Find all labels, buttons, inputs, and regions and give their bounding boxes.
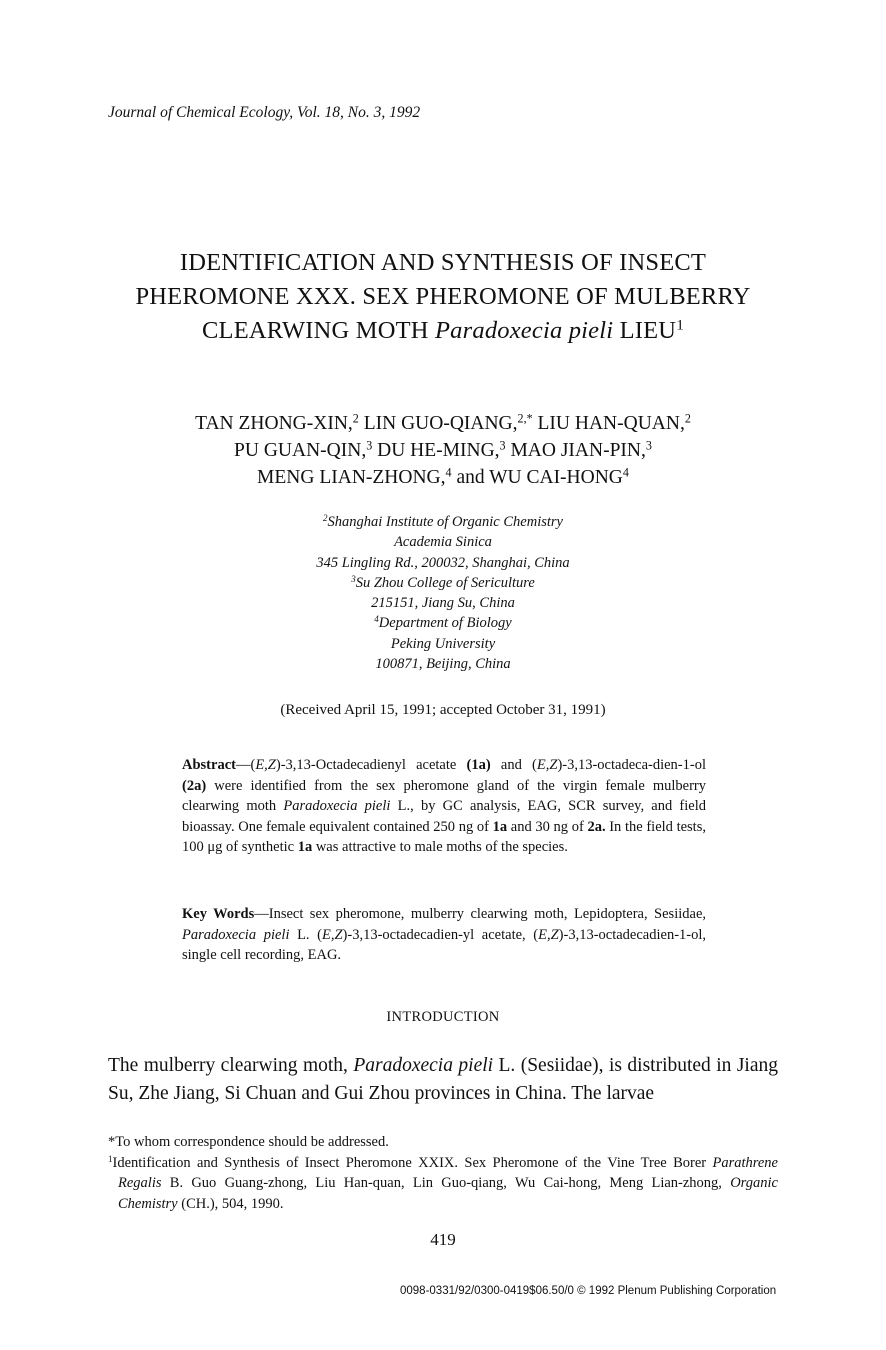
author: PU GUAN-QIN, [234, 440, 367, 461]
author-affil-ref: 2 [684, 411, 691, 426]
copyright-line: 0098-0331/92/0300-0419$06.50/0 © 1992 Plenum Publishing Corporation [400, 1285, 777, 1297]
introduction-paragraph [108, 1052, 778, 1108]
keywords-text: )-3,13-octadecadien-1-ol, single cell recording, EAG. [182, 926, 706, 964]
abstract-text: In the field tests, 100 μg of synthetic [182, 818, 706, 856]
title-line-3 [0, 314, 886, 348]
body-text: The mulberry clearwing moth, [108, 1055, 354, 1076]
affiliation-line: Academia Sinica [394, 534, 492, 551]
footnote-correspondence: *To whom correspondence should be addressed. [108, 1134, 389, 1150]
footnote-marker: 1 [108, 1153, 113, 1164]
body-text: L. (Sesiidae), is distributed in Jiang Su, Zhe Jiang, Si Chuan and Gui Zhou provinces in China. The larvae [108, 1055, 778, 1104]
author-line-1 [0, 410, 886, 437]
abstract-text: )-3,13-octadeca-dien-1-ol [557, 757, 706, 773]
affiliation-line: 345 Lingling Rd., 200032, Shanghai, China [316, 554, 570, 571]
title-species: Paradoxecia pieli [435, 317, 614, 344]
keywords-species: Paradoxecia pieli [182, 926, 290, 943]
affiliations [0, 512, 886, 674]
footnote-text: B. Guo Guang-zhong, Liu Han-quan, Lin Guo-qiang, Wu Cai-hong, Meng Lian-zhong, [161, 1175, 731, 1191]
section-heading-introduction: INTRODUCTION [386, 1009, 500, 1025]
author-affil-ref: 3 [499, 438, 506, 453]
author: TAN ZHONG-XIN, [195, 413, 353, 434]
footnote-species: Parathrene Regalis [118, 1154, 778, 1191]
author-list [0, 410, 886, 491]
author-line-3 [0, 464, 886, 491]
keywords-label: Key Words [182, 906, 255, 922]
author: DU HE-MING, [372, 440, 500, 461]
footnote-text: Identification and Synthesis of Insect Pheromone XXIX. Sex Pheromone of the Vine Tree Borer [112, 1154, 713, 1171]
title-line-1: IDENTIFICATION AND SYNTHESIS OF INSECT [179, 249, 707, 276]
affiliation-marker: 2 [323, 513, 328, 524]
affiliation-line [0, 613, 886, 633]
author-affil-ref: 2 [352, 411, 359, 426]
affiliation-text: Department of Biology [378, 615, 512, 632]
keywords-stereo: E,Z [322, 926, 343, 943]
abstract-text: L., by GC analysis, EAG, SCR survey, and field bioassay. One female equivalent contained 250 ng of [182, 798, 706, 835]
abstract-stereo: E,Z [536, 757, 558, 773]
abstract-text: were identified from the sex pheromone gland of the virgin female mulberry clearwing moth [182, 777, 706, 815]
footnote-journal: Organic Chemistry [118, 1175, 778, 1212]
keywords-stereo: E,Z [538, 926, 559, 943]
abstract-text: and ( [490, 757, 537, 773]
affiliation-line [0, 512, 886, 532]
page-number: 419 [430, 1230, 456, 1249]
title-footnote-ref: 1 [676, 316, 684, 334]
compound-label: 1a [297, 839, 313, 856]
footnote-1 [108, 1153, 778, 1215]
abstract-species: Paradoxecia pieli [283, 798, 391, 815]
abstract-text: ( [250, 757, 256, 773]
affiliation-text: Shanghai Institute of Organic Chemistry [327, 514, 563, 530]
journal-citation: Journal of Chemical Ecology, Vol. 18, No. 3, 1992 [108, 104, 421, 121]
abstract-text: and 30 ng of [507, 818, 588, 835]
compound-label: 1a [492, 818, 508, 835]
author-line-2 [0, 437, 886, 464]
title-line-3-post: LIEU [613, 317, 677, 344]
affiliation-marker: 4 [374, 614, 379, 625]
author-affil-ref: 3 [366, 438, 373, 453]
author: MAO JIAN-PIN, [505, 440, 646, 461]
title-line-2: PHEROMONE XXX. SEX PHEROMONE OF MULBERRY [135, 283, 751, 310]
author: LIN GUO-QIANG, [358, 413, 518, 434]
keywords-dash: — [254, 906, 269, 922]
keywords-text: Insect sex pheromone, mulberry clearwing moth, Lepidoptera, Sesiidae, [268, 906, 706, 922]
abstract-dash: — [235, 757, 251, 773]
affiliation-line: Peking University [390, 635, 496, 652]
body-species: Paradoxecia pieli [353, 1055, 494, 1076]
compound-label: (2a) [182, 777, 207, 794]
compound-label: 2a. [587, 818, 606, 835]
article-title [0, 246, 886, 348]
keywords-text: L. ( [289, 926, 322, 943]
compound-label: (1a) [466, 757, 491, 773]
author: LIU HAN-QUAN, [532, 413, 685, 434]
author: and WU CAI-HONG [451, 467, 623, 488]
affiliation-text: Su Zhou College of Sericulture [355, 574, 535, 591]
affiliation-line [0, 573, 886, 593]
keywords [182, 904, 706, 966]
author-affil-ref: 2,* [517, 411, 533, 426]
author-affil-ref: 4 [445, 465, 452, 480]
abstract-text: was attractive to male moths of the species. [312, 839, 568, 856]
affiliation-marker: 3 [351, 573, 356, 584]
title-line-3-pre: CLEARWING MOTH [202, 317, 436, 344]
abstract [182, 755, 706, 858]
author: MENG LIAN-ZHONG, [257, 467, 446, 488]
abstract-stereo: E,Z [255, 757, 276, 773]
affiliation-line: 100871, Beijing, China [375, 656, 511, 673]
abstract-text: )-3,13-Octadecadienyl acetate [275, 757, 467, 773]
footnotes [108, 1132, 778, 1214]
footnote-text: (CH.), 504, 1990. [177, 1195, 284, 1212]
keywords-text: )-3,13-octadecadien-yl acetate, ( [342, 926, 539, 943]
author-affil-ref: 4 [622, 465, 629, 480]
affiliation-line: 215151, Jiang Su, China [371, 595, 515, 612]
author-affil-ref: 3 [645, 438, 652, 453]
received-dates: (Received April 15, 1991; accepted October 31, 1991) [280, 702, 606, 718]
abstract-label: Abstract [182, 757, 236, 773]
